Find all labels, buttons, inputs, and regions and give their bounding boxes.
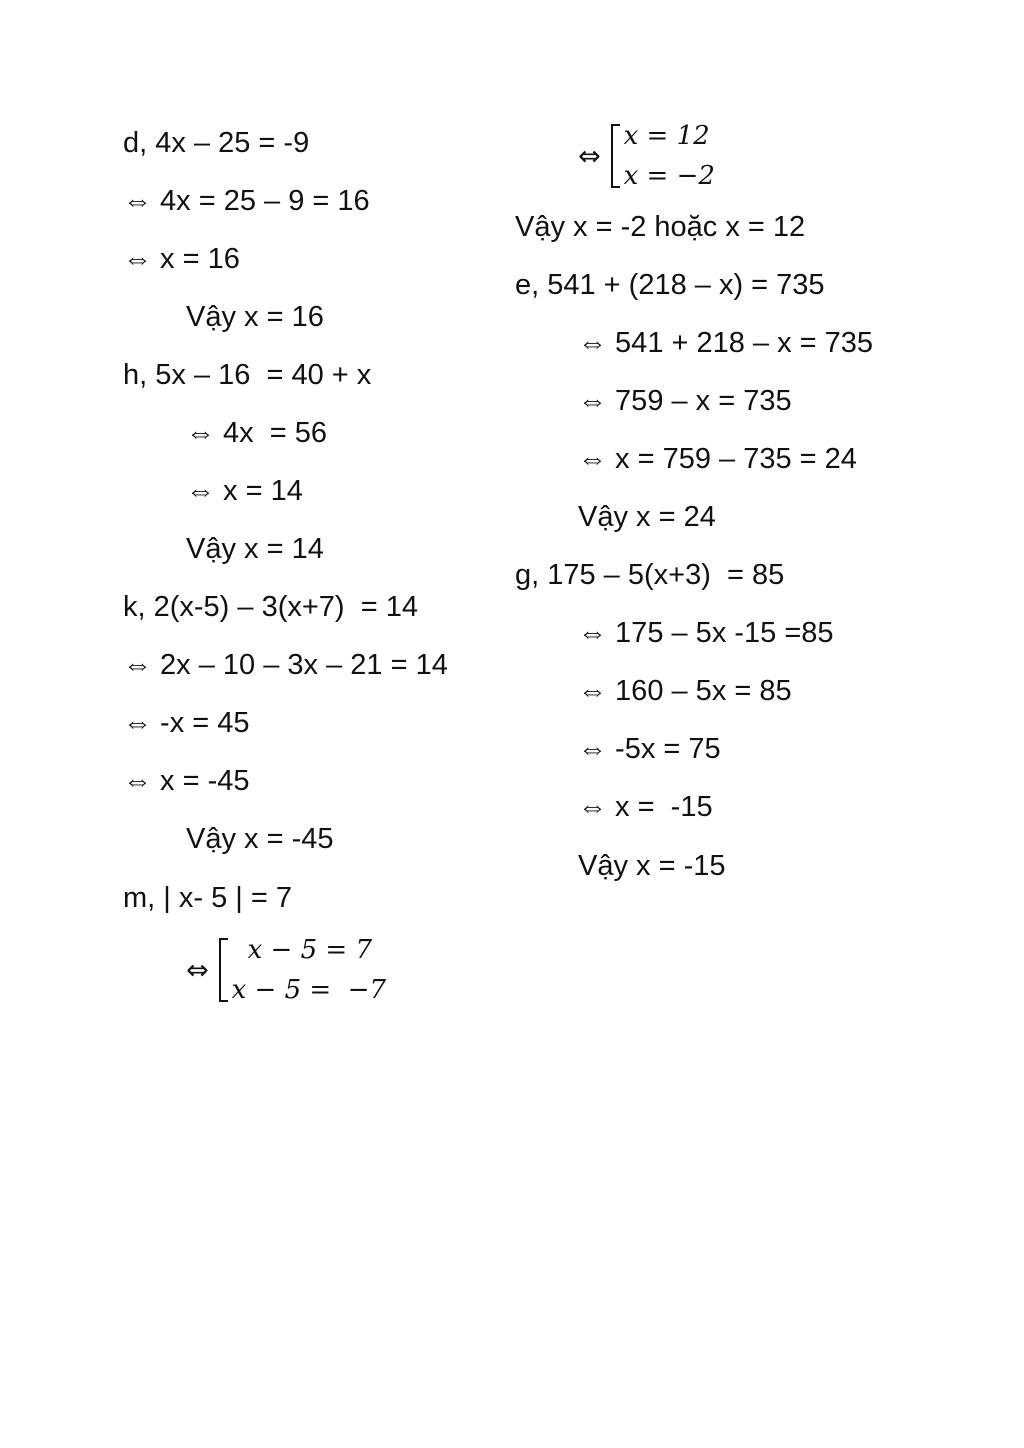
problem-g-step-2: ⇔ 160 – 5x = 85 bbox=[578, 675, 792, 707]
problem-h-statement: h, 5x – 16 = 40 + x bbox=[123, 359, 372, 391]
problem-g-answer: Vậy x = -15 bbox=[578, 850, 726, 882]
problem-m-answer: Vậy x = -2 hoặc x = 12 bbox=[515, 211, 806, 243]
problem-k-step-2: ⇔ -x = 45 bbox=[123, 707, 250, 739]
cases-bracket bbox=[219, 938, 228, 1002]
problem-m-cases-system bbox=[186, 935, 386, 1005]
problem-m-statement: m, | x- 5 | = 7 bbox=[123, 882, 292, 914]
result-1: x = 12 bbox=[623, 121, 710, 151]
problem-k-answer: Vậy x = -45 bbox=[186, 823, 334, 855]
problem-e-step-1: ⇔ 541 + 218 – x = 735 bbox=[578, 327, 874, 359]
problem-e-answer: Vậy x = 24 bbox=[578, 501, 716, 533]
problem-k-step-3: ⇔ x = -45 bbox=[123, 765, 250, 797]
problem-g-step-4: ⇔ x = -15 bbox=[578, 791, 713, 823]
case-1: x − 5 = 7 bbox=[247, 935, 373, 965]
cases-list bbox=[624, 121, 715, 191]
problem-g-step-1: ⇔ 175 – 5x -15 =85 bbox=[578, 617, 834, 649]
problem-e-statement: e, 541 + (218 – x) = 735 bbox=[515, 269, 825, 301]
cases-list bbox=[232, 935, 386, 1005]
problem-d-statement: d, 4x – 25 = -9 bbox=[123, 127, 310, 159]
case-2: x − 5 = −7 bbox=[231, 975, 387, 1005]
problem-g-statement: g, 175 – 5(x+3) = 85 bbox=[515, 559, 785, 591]
problem-e-step-2: ⇔ 759 – x = 735 bbox=[578, 385, 792, 417]
problem-k-statement: k, 2(x-5) – 3(x+7) = 14 bbox=[123, 591, 418, 623]
problem-d-step-1: ⇔ 4x = 25 – 9 = 16 bbox=[123, 185, 370, 217]
cases-bracket bbox=[611, 124, 620, 188]
problem-h-step-2: ⇔ x = 14 bbox=[186, 475, 303, 507]
result-2: x = −2 bbox=[623, 161, 715, 191]
equivalence-arrow-icon: ⇔ bbox=[578, 140, 601, 172]
problem-h-step-1: ⇔ 4x = 56 bbox=[186, 417, 328, 449]
problem-d-step-2: ⇔ x = 16 bbox=[123, 243, 240, 275]
problem-m-result-system bbox=[578, 121, 715, 191]
problem-g-step-3: ⇔ -5x = 75 bbox=[578, 733, 721, 765]
equivalence-arrow-icon: ⇔ bbox=[186, 954, 209, 986]
problem-k-step-1: ⇔ 2x – 10 – 3x – 21 = 14 bbox=[123, 649, 448, 681]
problem-h-answer: Vậy x = 14 bbox=[186, 533, 324, 565]
problem-d-answer: Vậy x = 16 bbox=[186, 301, 324, 333]
problem-e-step-3: ⇔ x = 759 – 735 = 24 bbox=[578, 443, 857, 475]
